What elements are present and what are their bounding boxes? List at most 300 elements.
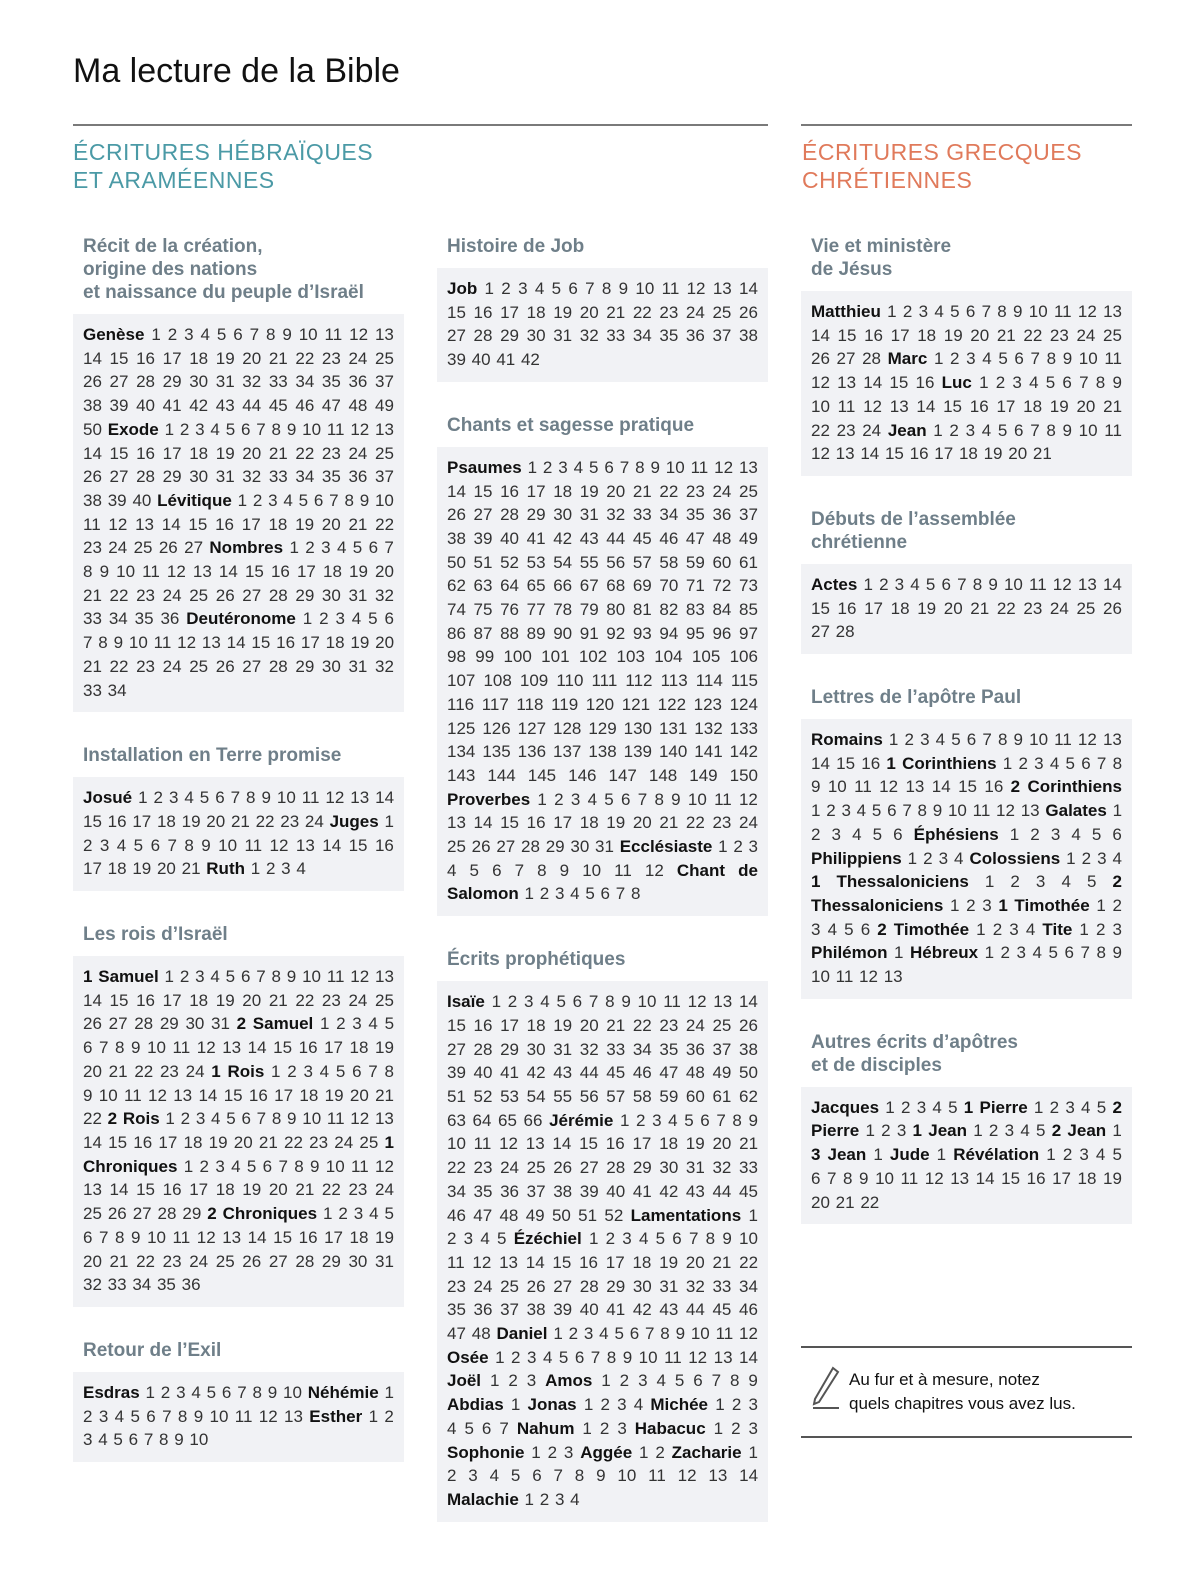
chapter-number[interactable]: 23 (836, 420, 856, 440)
chapter-number[interactable]: 37 (375, 467, 394, 487)
chapter-number[interactable]: 12 (108, 514, 128, 534)
chapter-number[interactable]: 3 (1012, 373, 1022, 393)
chapter-number[interactable]: 22 (739, 1252, 759, 1272)
chapter-number[interactable]: 116 (447, 694, 475, 714)
chapter-number[interactable]: 8 (705, 1229, 716, 1249)
chapter-number[interactable]: 21 (606, 302, 626, 322)
chapter-number[interactable]: 82 (659, 600, 679, 620)
chapter-number[interactable]: 42 (526, 1063, 546, 1083)
chapter-number[interactable]: 16 (861, 753, 881, 773)
chapter-number[interactable]: 1 (936, 1145, 947, 1165)
chapter-number[interactable]: 17 (500, 1015, 520, 1035)
chapter-number[interactable]: 107 (447, 671, 476, 691)
chapter-number[interactable]: 12 (863, 396, 882, 416)
chapter-number[interactable]: 9 (193, 1406, 204, 1426)
chapter-number[interactable]: 118 (516, 694, 544, 714)
chapter-number[interactable]: 14 (1102, 574, 1122, 594)
chapter-number[interactable]: 8 (630, 884, 641, 904)
chapter-number[interactable]: 50 (83, 419, 102, 439)
chapter-number[interactable]: 3 (468, 1466, 478, 1486)
chapter-number[interactable]: 7 (553, 1466, 563, 1486)
chapter-number[interactable]: 7 (615, 884, 626, 904)
chapter-number[interactable]: 3 (982, 895, 992, 915)
chapter-number[interactable]: 10 (665, 457, 685, 477)
chapter-number[interactable]: 17 (500, 302, 520, 322)
chapter-number[interactable]: 32 (375, 656, 394, 676)
chapter-number[interactable]: 18 (349, 1038, 369, 1058)
chapter-number[interactable]: 5 (335, 1061, 346, 1081)
chapter-number[interactable]: 43 (685, 1181, 705, 1201)
chapter-number[interactable]: 41 (496, 350, 516, 370)
chapter-number[interactable]: 18 (189, 990, 209, 1010)
chapter-number[interactable]: 18 (349, 1227, 369, 1247)
chapter-number[interactable]: 33 (712, 1276, 732, 1296)
chapter-number[interactable]: 14 (916, 396, 936, 416)
chapter-number[interactable]: 34 (447, 1181, 466, 1201)
chapter-number[interactable]: 19 (215, 443, 235, 463)
chapter-number[interactable]: 10 (302, 1109, 322, 1129)
chapter-number[interactable]: 2 (305, 538, 315, 558)
chapter-number[interactable]: 28 (268, 656, 288, 676)
chapter-number[interactable]: 2 (599, 1418, 610, 1438)
chapter-number[interactable]: 33 (632, 505, 652, 525)
chapter-number[interactable]: 6 (604, 457, 614, 477)
chapter-number[interactable]: 14 (931, 777, 951, 797)
chapter-number[interactable]: 1 (237, 490, 248, 510)
chapter-number[interactable]: 8 (574, 1466, 585, 1486)
chapter-number[interactable]: 3 (748, 1395, 758, 1415)
chapter-number[interactable]: 1 (164, 967, 175, 987)
chapter-number[interactable]: 7 (588, 992, 599, 1012)
chapter-number[interactable]: 8 (177, 1406, 188, 1426)
chapter-number[interactable]: 11 (837, 396, 856, 416)
chapter-number[interactable]: 3 (558, 457, 568, 477)
chapter-number[interactable]: 3 (335, 609, 345, 629)
chapter-number[interactable]: 3 (176, 1382, 186, 1402)
chapter-number[interactable]: 8 (537, 860, 547, 880)
chapter-number[interactable]: 21 (268, 348, 288, 368)
chapter-number[interactable]: 9 (286, 967, 297, 987)
chapter-number[interactable]: 8 (384, 1061, 394, 1081)
chapter-number[interactable]: 2 (605, 1229, 616, 1249)
chapter-number[interactable]: 32 (242, 372, 262, 392)
chapter-number[interactable]: 15 (500, 813, 520, 833)
chapter-number[interactable]: 20 (242, 990, 262, 1010)
chapter-number[interactable]: 15 (837, 325, 857, 345)
chapter-number[interactable]: 19 (375, 1038, 394, 1058)
chapter-number[interactable]: 18 (917, 325, 937, 345)
chapter-number[interactable]: 5 (558, 1347, 569, 1367)
chapter-number[interactable]: 9 (287, 1109, 297, 1129)
chapter-number[interactable]: 20 (1008, 444, 1028, 464)
chapter-number[interactable]: 3 (1034, 753, 1044, 773)
chapter-number[interactable]: 3 (352, 1014, 362, 1034)
chapter-number[interactable]: 11 (142, 562, 160, 582)
chapter-number[interactable]: 8 (997, 730, 1008, 750)
chapter-number[interactable]: 32 (375, 585, 394, 605)
chapter-number[interactable]: 9 (1112, 373, 1122, 393)
chapter-number[interactable]: 2 (1095, 919, 1106, 939)
chapter-number[interactable]: 3 (215, 1156, 225, 1176)
chapter-number[interactable]: 25 (500, 1276, 520, 1296)
chapter-number[interactable]: 44 (242, 396, 262, 416)
chapter-number[interactable]: 41 (606, 1300, 626, 1320)
chapter-number[interactable]: 21 (268, 990, 288, 1010)
chapter-number[interactable]: 4 (932, 1097, 942, 1117)
chapter-number[interactable]: 8 (997, 302, 1007, 321)
chapter-number[interactable]: 36 (685, 326, 705, 346)
chapter-number[interactable]: 3 (1050, 824, 1061, 844)
chapter-number[interactable]: 54 (553, 552, 573, 572)
chapter-number[interactable]: 13 (889, 396, 909, 416)
chapter-number[interactable]: 28 (134, 1014, 154, 1034)
chapter-number[interactable]: 1 (1009, 824, 1020, 844)
chapter-number[interactable]: 6 (811, 1168, 821, 1188)
chapter-number[interactable]: 29 (526, 505, 546, 525)
chapter-number[interactable]: 2 (539, 884, 550, 904)
chapter-number[interactable]: 17 (324, 1038, 343, 1058)
chapter-number[interactable]: 5 (1096, 1097, 1107, 1117)
chapter-number[interactable]: 4 (599, 1324, 609, 1344)
chapter-number[interactable]: 16 (215, 514, 235, 534)
chapter-number[interactable]: 23 (659, 1015, 679, 1035)
chapter-number[interactable]: 6 (1064, 943, 1074, 963)
chapter-number[interactable]: 6 (1062, 373, 1072, 393)
chapter-number[interactable]: 24 (712, 481, 732, 501)
chapter-number[interactable]: 2 (539, 1489, 550, 1509)
chapter-number[interactable]: 18 (268, 514, 288, 534)
chapter-number[interactable]: 4 (210, 967, 220, 987)
chapter-number[interactable]: 12 (1077, 730, 1097, 750)
chapter-number[interactable]: 27 (811, 622, 830, 642)
chapter-number[interactable]: 2 (826, 801, 836, 821)
chapter-number[interactable]: 23 (348, 1180, 368, 1200)
chapter-number[interactable]: 19 (295, 514, 315, 534)
chapter-number[interactable]: 2 (988, 1121, 999, 1141)
chapter-number[interactable]: 12 (147, 1085, 167, 1105)
chapter-number[interactable]: 115 (730, 671, 759, 691)
chapter-number[interactable]: 2 (966, 895, 976, 915)
chapter-number[interactable]: 17 (324, 1227, 343, 1247)
chapter-number[interactable]: 4 (856, 801, 867, 821)
chapter-number[interactable]: 84 (712, 600, 732, 620)
chapter-number[interactable]: 89 (526, 623, 546, 643)
chapter-number[interactable]: 49 (525, 1205, 545, 1225)
chapter-number[interactable]: 128 (552, 718, 582, 738)
chapter-number[interactable]: 8 (98, 633, 108, 653)
chapter-number[interactable]: 10 (1003, 574, 1023, 594)
chapter-number[interactable]: 2 (731, 1395, 742, 1415)
chapter-number[interactable]: 13 (374, 325, 394, 344)
chapter-number[interactable]: 40 (500, 528, 520, 548)
chapter-number[interactable]: 11 (473, 1134, 492, 1154)
chapter-number[interactable]: 21 (83, 656, 102, 676)
chapter-number[interactable]: 1 (1046, 1145, 1056, 1165)
chapter-number[interactable]: 1 (322, 1204, 333, 1224)
chapter-number[interactable]: 1 (894, 943, 904, 963)
chapter-number[interactable]: 19 (324, 1085, 344, 1105)
chapter-number[interactable]: 150 (729, 765, 758, 785)
chapter-number[interactable]: 4 (587, 789, 598, 809)
chapter-number[interactable]: 15 (811, 598, 830, 618)
chapter-number[interactable]: 35 (156, 1275, 176, 1295)
chapter-number[interactable]: 106 (729, 647, 758, 667)
chapter-number[interactable]: 2 (902, 302, 913, 321)
chapter-number[interactable]: 94 (659, 623, 679, 643)
chapter-number[interactable]: 17 (300, 633, 320, 653)
chapter-number[interactable]: 8 (344, 490, 354, 510)
chapter-number[interactable]: 12 (375, 1156, 394, 1176)
chapter-number[interactable]: 41 (500, 1063, 520, 1083)
chapter-number[interactable]: 4 (480, 1229, 490, 1249)
chapter-number[interactable]: 28 (136, 372, 156, 392)
chapter-number[interactable]: 18 (659, 1134, 679, 1154)
chapter-number[interactable]: 9 (201, 835, 211, 855)
chapter-number[interactable]: 36 (685, 1039, 705, 1059)
chapter-number[interactable]: 20 (579, 1015, 599, 1035)
chapter-number[interactable]: 58 (659, 552, 679, 572)
chapter-number[interactable]: 10 (298, 325, 318, 344)
chapter-number[interactable]: 77 (526, 600, 546, 620)
chapter-number[interactable]: 1 (885, 1097, 895, 1117)
chapter-number[interactable]: 17 (553, 813, 573, 833)
chapter-number[interactable]: 1 (1066, 848, 1076, 868)
chapter-number[interactable]: 59 (659, 1086, 679, 1106)
chapter-number[interactable]: 6 (83, 1227, 93, 1247)
chapter-number[interactable]: 56 (579, 1086, 599, 1106)
chapter-number[interactable]: 5 (1048, 943, 1058, 963)
chapter-number[interactable]: 91 (579, 623, 599, 643)
chapter-number[interactable]: 100 (503, 647, 532, 667)
chapter-number[interactable]: 102 (578, 647, 608, 667)
chapter-number[interactable]: 15 (1001, 1168, 1021, 1188)
chapter-number[interactable]: 3 (1079, 1145, 1089, 1165)
chapter-number[interactable]: 14 (375, 788, 395, 808)
chapter-number[interactable]: 2 (508, 1371, 518, 1391)
chapter-number[interactable]: 3 (526, 1347, 537, 1367)
chapter-number[interactable]: 2 (338, 1204, 348, 1224)
chapter-number[interactable]: 29 (545, 837, 565, 857)
chapter-number[interactable]: 5 (368, 609, 378, 629)
chapter-number[interactable]: 50 (551, 1205, 571, 1225)
chapter-number[interactable]: 1 (873, 1145, 883, 1165)
chapter-number[interactable]: 1 (984, 872, 995, 892)
chapter-number[interactable]: 22 (109, 585, 129, 605)
chapter-number[interactable]: 12 (687, 992, 707, 1012)
chapter-number[interactable]: 3 (554, 1489, 565, 1509)
chapter-number[interactable]: 36 (181, 1275, 201, 1295)
chapter-number[interactable]: 1 (887, 302, 897, 321)
chapter-number[interactable]: 25 (1103, 325, 1122, 345)
chapter-number[interactable]: 14 (552, 1134, 572, 1154)
chapter-number[interactable]: 33 (268, 372, 288, 392)
chapter-number[interactable]: 1 (151, 325, 161, 344)
chapter-number[interactable]: 29 (295, 656, 315, 676)
chapter-number[interactable]: 14 (226, 633, 246, 653)
chapter-number[interactable]: 43 (553, 1063, 573, 1083)
chapter-number[interactable]: 137 (552, 742, 582, 762)
chapter-number[interactable]: 11 (234, 1406, 253, 1426)
chapter-number[interactable]: 122 (657, 694, 687, 714)
chapter-number[interactable]: 1 (524, 1489, 535, 1509)
chapter-number[interactable]: 9 (1062, 420, 1072, 440)
chapter-number[interactable]: 23 (162, 1251, 182, 1271)
chapter-number[interactable]: 35 (321, 372, 341, 392)
chapter-number[interactable]: 18 (1077, 1168, 1097, 1188)
chapter-number[interactable]: 10 (447, 1134, 466, 1154)
chapter-number[interactable]: 2 (179, 419, 190, 439)
chapter-number[interactable]: 3 (1009, 919, 1019, 939)
chapter-number[interactable]: 12 (350, 419, 370, 439)
chapter-number[interactable]: 6 (887, 801, 897, 821)
chapter-number[interactable]: 2 (447, 1229, 457, 1249)
chapter-number[interactable]: 24 (162, 585, 182, 605)
chapter-number[interactable]: 4 (1032, 943, 1042, 963)
chapter-number[interactable]: 20 (242, 348, 262, 368)
chapter-number[interactable]: 3 (524, 992, 534, 1012)
chapter-number[interactable]: 10 (635, 279, 655, 298)
chapter-number[interactable]: 15 (109, 443, 129, 463)
chapter-number[interactable]: 39 (553, 1300, 573, 1320)
chapter-number[interactable]: 8 (83, 562, 93, 582)
chapter-number[interactable]: 4 (852, 824, 862, 844)
chapter-number[interactable]: 149 (689, 765, 718, 785)
chapter-number[interactable]: 14 (247, 1038, 267, 1058)
chapter-number[interactable]: 28 (521, 837, 540, 857)
chapter-number[interactable]: 20 (83, 1061, 102, 1081)
chapter-number[interactable]: 14 (738, 992, 758, 1012)
chapter-number[interactable]: 57 (606, 1086, 626, 1106)
chapter-number[interactable]: 9 (811, 777, 821, 797)
chapter-number[interactable]: 16 (136, 443, 156, 463)
chapter-number[interactable]: 4 (200, 325, 210, 344)
chapter-number[interactable]: 10 (147, 1038, 166, 1058)
chapter-number[interactable]: 64 (472, 1110, 492, 1130)
chapter-number[interactable]: 12 (811, 373, 830, 393)
chapter-number[interactable]: 4 (184, 788, 194, 808)
chapter-number[interactable]: 4 (540, 992, 550, 1012)
chapter-number[interactable]: 27 (836, 349, 856, 369)
chapter-number[interactable]: 10 (189, 1430, 209, 1450)
chapter-number[interactable]: 112 (625, 671, 653, 691)
chapter-number[interactable]: 9 (286, 419, 297, 439)
chapter-number[interactable]: 38 (526, 1300, 546, 1320)
chapter-number[interactable]: 134 (447, 742, 476, 762)
chapter-number[interactable]: 1 (933, 349, 944, 369)
chapter-number[interactable]: 27 (579, 1158, 599, 1178)
chapter-number[interactable]: 6 (352, 1061, 362, 1081)
chapter-number[interactable]: 7 (637, 789, 648, 809)
chapter-number[interactable]: 1 (973, 1121, 983, 1141)
chapter-number[interactable]: 1 (865, 1121, 875, 1141)
chapter-number[interactable]: 19 (242, 1180, 262, 1200)
chapter-number[interactable]: 7 (237, 1382, 247, 1402)
chapter-number[interactable]: 1 (979, 373, 989, 393)
chapter-number[interactable]: 6 (941, 574, 951, 594)
chapter-number[interactable]: 14 (860, 444, 880, 464)
chapter-number[interactable]: 8 (159, 1430, 169, 1450)
chapter-number[interactable]: 52 (500, 552, 520, 572)
chapter-number[interactable]: 27 (108, 1014, 128, 1034)
chapter-number[interactable]: 18 (183, 1132, 203, 1152)
chapter-number[interactable]: 1 (319, 1014, 330, 1034)
chapter-number[interactable]: 30 (189, 372, 209, 392)
chapter-number[interactable]: 1 (582, 1418, 592, 1438)
chapter-number[interactable]: 19 (181, 811, 201, 831)
chapter-number[interactable]: 28 (500, 505, 520, 525)
chapter-number[interactable]: 3 (938, 848, 949, 868)
chapter-number[interactable]: 142 (729, 742, 758, 762)
chapter-number[interactable]: 6 (240, 967, 251, 987)
chapter-number[interactable]: 4 (534, 279, 545, 298)
chapter-number[interactable]: 10 (875, 1168, 894, 1188)
chapter-number[interactable]: 22 (632, 302, 652, 322)
chapter-number[interactable]: 7 (230, 788, 241, 808)
chapter-number[interactable]: 36 (348, 467, 368, 487)
chapter-number[interactable]: 1 (138, 788, 148, 808)
chapter-number[interactable]: 3 (353, 1204, 364, 1224)
chapter-number[interactable]: 5 (133, 835, 144, 855)
chapter-number[interactable]: 22 (284, 1132, 303, 1152)
chapter-number[interactable]: 11 (153, 633, 172, 653)
chapter-number[interactable]: 24 (162, 656, 182, 676)
chapter-number[interactable]: 28 (835, 622, 855, 642)
chapter-number[interactable]: 28 (862, 349, 882, 369)
chapter-number[interactable]: 2 (501, 279, 511, 298)
chapter-number[interactable]: 17 (632, 1134, 652, 1154)
chapter-number[interactable]: 13 (738, 457, 758, 477)
chapter-number[interactable]: 2 (879, 574, 889, 594)
chapter-number[interactable]: 51 (578, 1205, 598, 1225)
chapter-number[interactable]: 25 (189, 585, 209, 605)
chapter-number[interactable]: 46 (295, 396, 315, 416)
chapter-number[interactable]: 7 (982, 730, 992, 750)
chapter-number[interactable]: 26 (215, 656, 235, 676)
chapter-number[interactable]: 26 (447, 505, 466, 525)
chapter-number[interactable]: 117 (481, 694, 509, 714)
chapter-number[interactable]: 4 (296, 859, 306, 879)
chapter-number[interactable]: 28 (606, 1158, 626, 1178)
chapter-number[interactable]: 12 (196, 1227, 216, 1247)
chapter-number[interactable]: 5 (298, 490, 309, 510)
chapter-number[interactable]: 18 (156, 811, 176, 831)
chapter-number[interactable]: 15 (447, 302, 466, 322)
chapter-number[interactable]: 5 (948, 1097, 958, 1117)
chapter-number[interactable]: 4 (283, 490, 293, 510)
chapter-number[interactable]: 24 (375, 1180, 394, 1200)
chapter-number[interactable]: 35 (685, 505, 705, 525)
chapter-number[interactable]: 26 (242, 1251, 262, 1271)
chapter-number[interactable]: 5 (510, 1466, 521, 1486)
chapter-number[interactable]: 21 (606, 1015, 626, 1035)
chapter-number[interactable]: 10 (116, 562, 136, 582)
chapter-number[interactable]: 17 (864, 598, 884, 618)
chapter-number[interactable]: 10 (283, 1382, 302, 1402)
chapter-number[interactable]: 13 (499, 1252, 518, 1272)
chapter-number[interactable]: 9 (932, 801, 943, 821)
chapter-number[interactable]: 13 (222, 1227, 242, 1247)
chapter-number[interactable]: 7 (981, 302, 992, 321)
chapter-number[interactable]: 17 (189, 1180, 209, 1200)
chapter-number[interactable]: 4 (1095, 1145, 1106, 1165)
chapter-number[interactable]: 59 (685, 552, 705, 572)
chapter-number[interactable]: 6 (1014, 349, 1024, 369)
chapter-number[interactable]: 8 (730, 1371, 740, 1391)
chapter-number[interactable]: 5 (226, 1109, 236, 1129)
chapter-number[interactable]: 11 (326, 1109, 345, 1129)
chapter-number[interactable]: 5 (464, 1418, 474, 1438)
chapter-number[interactable]: 22 (659, 481, 679, 501)
